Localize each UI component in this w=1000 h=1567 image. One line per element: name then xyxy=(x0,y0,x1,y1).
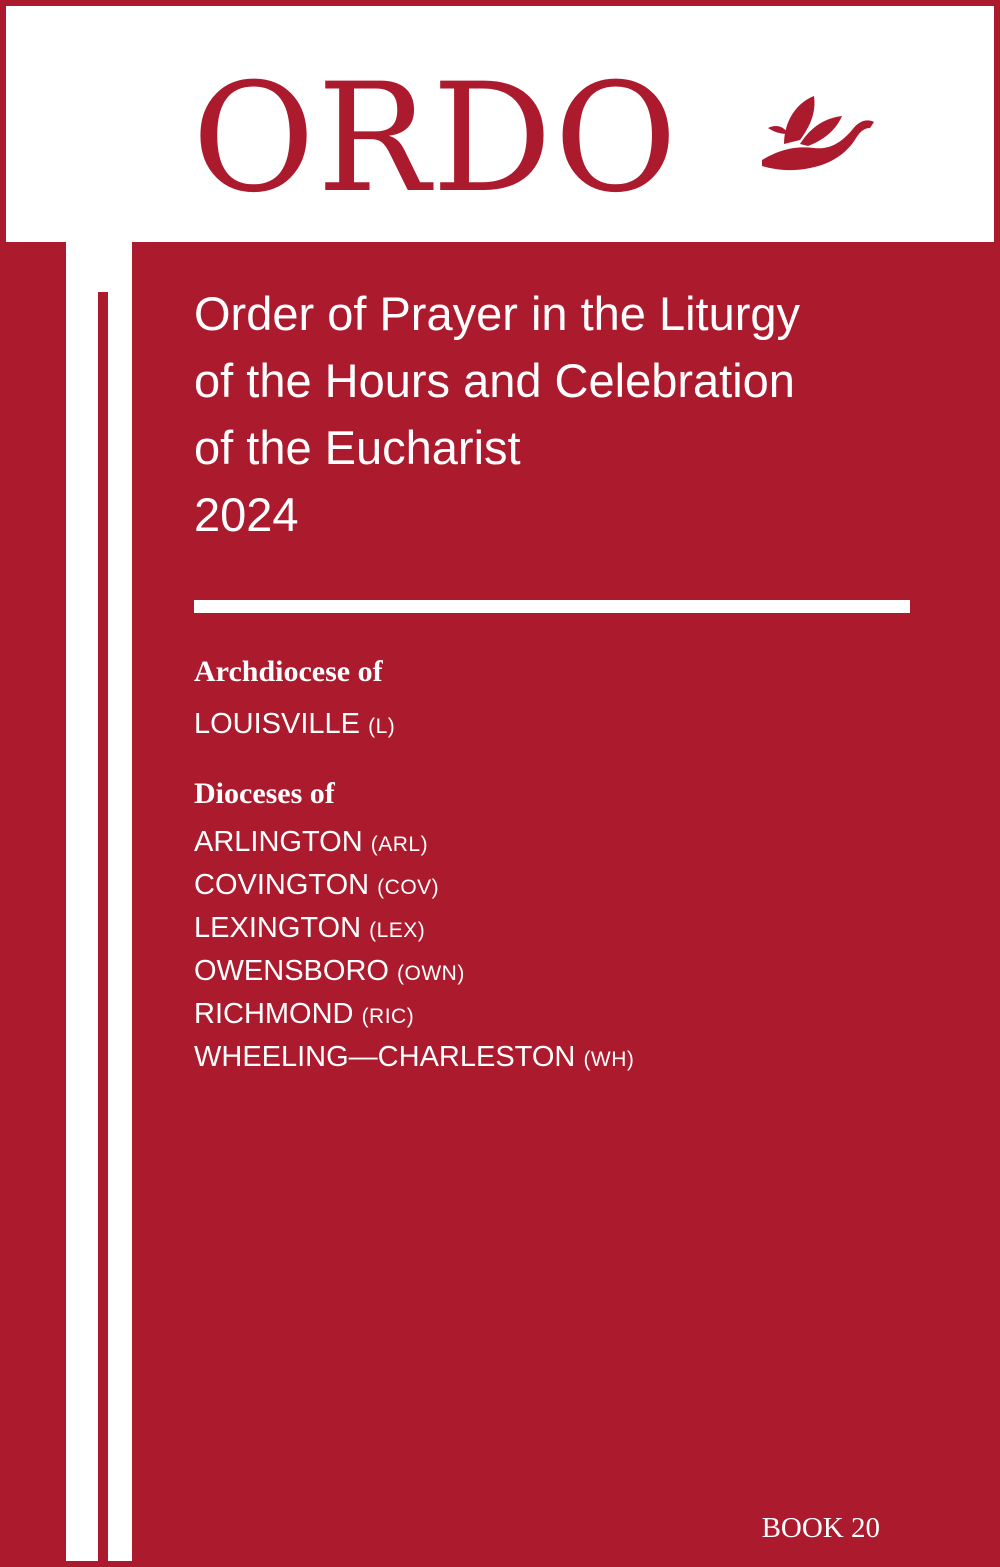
main-panel xyxy=(132,242,994,1567)
diocese-abbr: (WH) xyxy=(583,1048,635,1071)
diocese-name: RICHMOND xyxy=(194,998,354,1030)
dioceses-list xyxy=(194,822,634,1080)
diocese-abbr: (OWN) xyxy=(397,962,465,985)
ordo-logo: ORDO xyxy=(192,52,680,226)
horizontal-divider xyxy=(194,600,910,613)
list-item xyxy=(194,994,634,1037)
diocese-name: COVINGTON xyxy=(194,869,370,901)
diocese-abbr: (RIC) xyxy=(361,1005,415,1028)
list-item xyxy=(194,865,634,908)
diocese-abbr: (ARL) xyxy=(370,833,429,856)
book-number: BOOK 20 xyxy=(761,1512,880,1544)
diocese-name: WHEELING—CHARLESTON xyxy=(194,1041,576,1073)
archdiocese-label: Archdiocese of xyxy=(194,655,383,688)
diocese-name: LEXINGTON xyxy=(194,912,362,944)
archdiocese-list xyxy=(194,704,395,747)
heading-line-3: of the Eucharist xyxy=(194,421,521,474)
diocese-abbr: (COV) xyxy=(377,876,440,899)
list-item xyxy=(194,704,395,747)
heading-year: 2024 xyxy=(194,488,299,541)
diocese-name: ARLINGTON xyxy=(194,826,363,858)
cover-heading xyxy=(194,280,954,548)
archdiocese-abbr: (L) xyxy=(368,715,396,738)
vertical-rule xyxy=(98,292,108,1567)
list-item xyxy=(194,1037,634,1080)
list-item xyxy=(194,908,634,951)
heading-line-2: of the Hours and Celebration xyxy=(194,354,795,407)
dove-icon xyxy=(754,88,878,178)
left-red-strip xyxy=(6,242,66,1567)
diocese-name: OWENSBORO xyxy=(194,955,389,987)
title-band xyxy=(6,6,994,242)
diocese-abbr: (LEX) xyxy=(369,919,426,942)
list-item xyxy=(194,951,634,994)
list-item xyxy=(194,822,634,865)
dioceses-label: Dioceses of xyxy=(194,777,335,810)
archdiocese-name: LOUISVILLE xyxy=(194,708,361,740)
heading-line-1: Order of Prayer in the Liturgy xyxy=(194,287,801,340)
